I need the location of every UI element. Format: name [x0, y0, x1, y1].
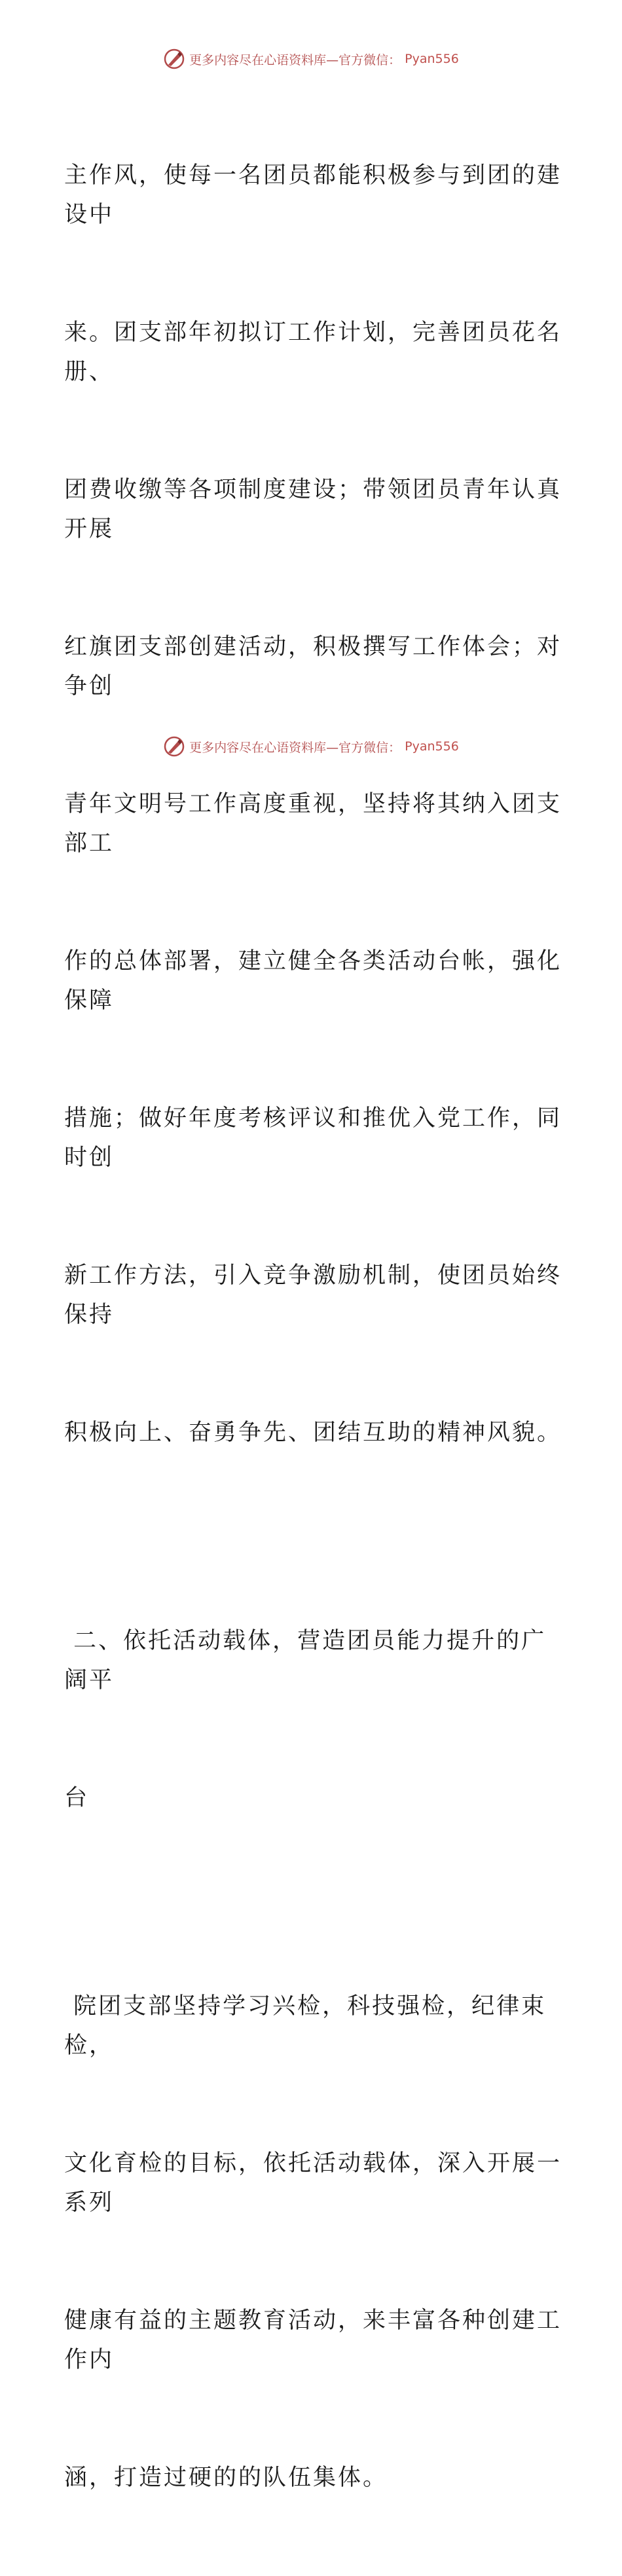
header-wechat-id: Pyan556 — [405, 52, 459, 66]
text-line: 院团支部坚持学习兴检，科技强检，纪律束检， — [64, 1993, 547, 2059]
footer-wechat-id: Pyan556 — [405, 739, 459, 754]
text-line: 作的总体部署，建立健全各类活动台帐，强化保障 — [64, 948, 562, 1014]
section-heading — [64, 1543, 562, 1896]
text-line: 涵，打造过硬的的队伍集体。 — [64, 2465, 388, 2491]
footer-banner — [0, 733, 622, 760]
text-line: 文化育检的目标，依托活动载体，深入开展一系列 — [64, 2150, 562, 2216]
heading-line: 二、依托活动载体，营造团员能力提升的广阔平 — [64, 1628, 547, 1693]
text-line: 青年文明号工作高度重视，坚持将其纳入团支部工 — [64, 791, 562, 856]
text-line: 健康有益的主题教育活动，来丰富各种创建工作内 — [64, 2308, 562, 2373]
header-banner — [0, 46, 622, 72]
text-line: 积极向上、奋勇争先、团结互助的精神风貌。 — [64, 1420, 562, 1446]
document-body — [64, 77, 562, 2576]
footer-banner-text: 更多内容尽在心语资料库—官方微信： — [189, 740, 401, 755]
text-line: 团费收缴等各项制度建设；带领团员青年认真开展 — [64, 477, 562, 542]
fountain-pen-logo-icon — [163, 48, 185, 70]
text-line: 主作风，使每一名团员都能积极参与到团的建设中 — [64, 162, 562, 228]
fountain-pen-logo-icon — [163, 735, 185, 758]
text-line: 措施；做好年度考核评议和推优入党工作，同时创 — [64, 1105, 562, 1171]
text-line: 来。团支部年初拟订工作计划，完善团员花名册、 — [64, 320, 562, 385]
header-banner-text: 更多内容尽在心语资料库—官方微信： — [189, 52, 401, 67]
text-line: 新工作方法，引入竞争激励机制，使团员始终保持 — [64, 1262, 562, 1328]
paragraph-2 — [64, 1908, 562, 2576]
heading-line: 台 — [64, 1785, 90, 1811]
paragraph-1 — [64, 77, 562, 1531]
text-line: 红旗团支部创建活动，积极撰写工作体会；对争创 — [64, 634, 562, 699]
